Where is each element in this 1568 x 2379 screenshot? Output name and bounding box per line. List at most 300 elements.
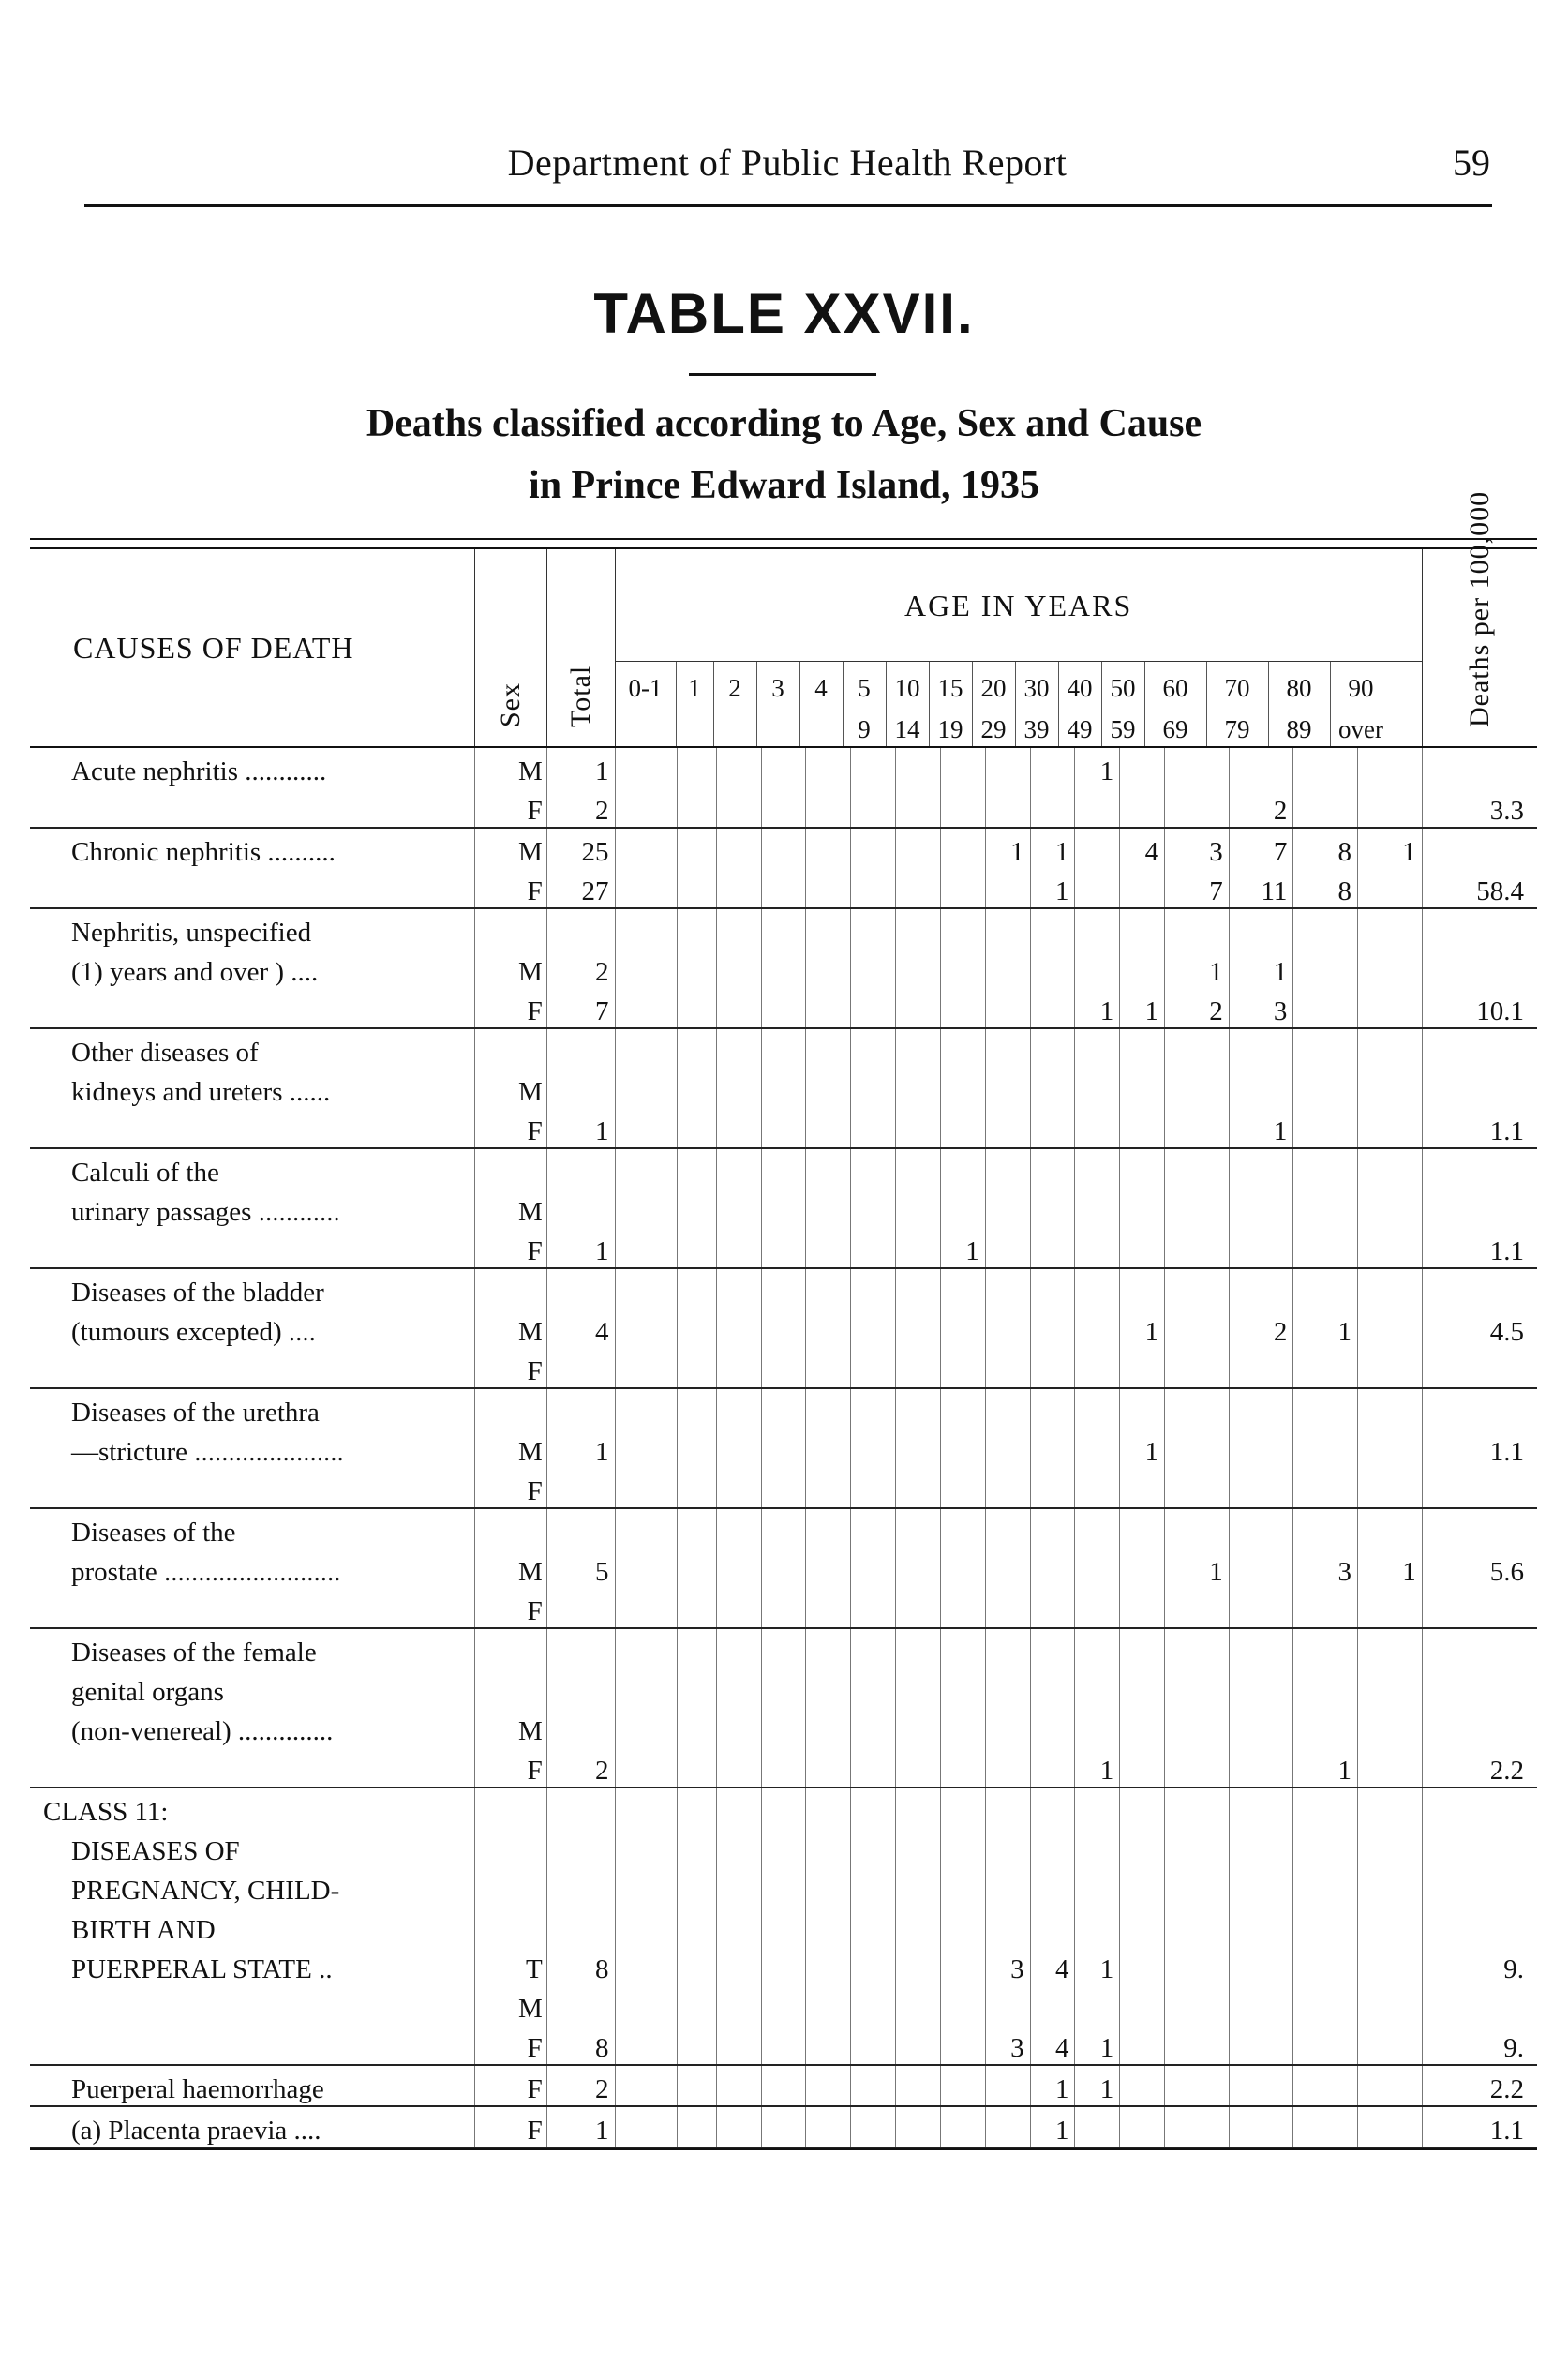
age-count-cell [615,949,678,988]
table-row [30,747,1537,787]
age-count-cell [1358,1985,1423,2025]
table-row [30,1069,1537,1108]
total-header [546,549,615,747]
age-count-cell [1293,2065,1358,2106]
age-count-cell [678,949,717,988]
age-count-cell: 7 [1165,868,1230,908]
age-count-cell [1030,1828,1075,1867]
age-count-cell [1229,908,1293,949]
page-number: 59 [1453,142,1490,184]
age-column-label [799,662,843,746]
sex-cell: F [474,2065,546,2106]
age-count-cell [1358,1268,1423,1309]
table-row [30,868,1537,908]
total-cell [546,1268,615,1309]
age-count-cell [806,1828,851,1867]
age-count-cell [940,1708,985,1747]
age-count-cell [940,908,985,949]
age-count-cell [1075,1708,1120,1747]
age-count-cell [1030,1867,1075,1907]
age-count-cell [1165,1228,1230,1268]
age-count-cell [1293,949,1358,988]
age-label-top: 80 [1286,674,1312,702]
age-count-cell [851,1549,896,1588]
age-count-cell [1120,1946,1165,1985]
age-count-cell [1293,1508,1358,1549]
total-cell: 5 [546,1549,615,1588]
age-label-bottom: 69 [1162,715,1188,743]
age-count-cell [678,988,717,1028]
age-count-cell [985,1348,1030,1388]
age-count-cell [985,1549,1030,1588]
age-count-cell: 11 [1229,868,1293,908]
sex-cell [474,1028,546,1069]
age-count-cell [851,1985,896,2025]
age-count-cell [678,1628,717,1668]
age-count-cell: 1 [1358,828,1423,868]
age-count-cell [851,1628,896,1668]
age-count-cell [851,2065,896,2106]
sex-cell: M [474,1549,546,1588]
age-count-cell [1075,1268,1120,1309]
table-row [30,988,1537,1028]
table-row [30,2025,1537,2065]
age-count-cell [1120,1628,1165,1668]
age-column-label [1015,662,1058,746]
age-count-cell [1165,787,1230,828]
age-count-cell [1030,1628,1075,1668]
age-count-cell [985,747,1030,787]
cause-cell: urinary passages ............ [71,1197,340,1227]
table-row [30,1828,1537,1867]
age-count-cell [716,1828,761,1867]
rate-cell [1422,1867,1537,1907]
age-count-cell [940,1388,985,1429]
age-count-cell [940,828,985,868]
age-count-cell [1030,1028,1075,1069]
rate-cell: 9. [1422,1946,1537,1985]
total-cell: 27 [546,868,615,908]
age-count-cell [1229,1348,1293,1388]
age-count-cell [1165,1148,1230,1189]
cause-cell [30,2025,474,2065]
age-count-cell: 2 [1229,787,1293,828]
age-count-cell [761,1549,806,1588]
age-count-cell [806,1309,851,1348]
age-count-cell [1165,747,1230,787]
age-count-cell [615,1668,678,1708]
age-count-cell [1293,1429,1358,1468]
age-column-label [756,662,799,746]
total-cell [546,1907,615,1946]
age-count-cell [1075,1388,1120,1429]
sex-cell: M [474,828,546,868]
age-count-cell [615,2065,678,2106]
age-count-cell [1120,1268,1165,1309]
age-count-cell [985,1867,1030,1907]
age-count-cell: 3 [1293,1549,1358,1588]
age-count-cell [806,1468,851,1508]
cause-cell: Puerperal haemorrhage [30,2065,474,2106]
age-count-cell [1229,1588,1293,1628]
age-column-label [1330,662,1392,746]
rate-cell: 10.1 [1422,988,1537,1028]
sex-cell [474,1388,546,1429]
age-count-cell [1165,1747,1230,1788]
age-count-cell [678,828,717,868]
age-count-cell [940,1588,985,1628]
age-count-cell [1165,1985,1230,2025]
age-count-cell [806,2025,851,2065]
age-count-cell [1229,1028,1293,1069]
cause-cell: Acute nephritis ............ [71,756,327,786]
age-count-cell [806,1108,851,1148]
age-count-cell [1358,787,1423,828]
rate-cell [1422,1828,1537,1867]
age-count-cell [940,1946,985,1985]
age-column-label [713,662,756,746]
age-count-cell [851,1708,896,1747]
sex-cell [474,1668,546,1708]
age-count-cell [851,828,896,868]
age-count-cell: 1 [1075,988,1120,1028]
age-count-cell [615,1985,678,2025]
age-count-cell: 1 [1075,2065,1120,2106]
age-count-cell [806,1588,851,1628]
age-count-cell [806,868,851,908]
age-count-cell [716,1788,761,1828]
age-count-cell [1120,1708,1165,1747]
age-count-cell [1030,1348,1075,1388]
rate-cell [1422,1069,1537,1108]
age-count-cell [1358,1108,1423,1148]
age-count-cell [1293,1148,1358,1189]
age-count-cell [678,1108,717,1148]
age-count-cell [851,1388,896,1429]
age-count-cell [678,1788,717,1828]
age-count-cell [678,1348,717,1388]
age-count-cell [1030,1549,1075,1588]
total-cell [546,1708,615,1747]
age-column-label [929,662,972,746]
sex-cell: M [474,1429,546,1468]
age-column-label [886,662,929,746]
age-count-cell [940,787,985,828]
age-column-label [676,662,713,746]
sex-cell: M [474,1069,546,1108]
age-count-cell [985,1828,1030,1867]
age-count-cell [615,2106,678,2147]
age-count-cell [1358,1628,1423,1668]
age-count-cell [985,1309,1030,1348]
table-row [30,1108,1537,1148]
age-count-cell [716,1549,761,1588]
age-count-cell [716,1069,761,1108]
age-count-cell: 2 [1165,988,1230,1028]
age-count-cell [716,1429,761,1468]
age-count-cell [1293,1228,1358,1268]
age-count-cell [1358,1069,1423,1108]
age-count-cell [896,1946,941,1985]
age-count-cell [1120,1867,1165,1907]
age-count-cell [851,1788,896,1828]
total-cell: 2 [546,949,615,988]
age-count-cell [1293,1388,1358,1429]
age-count-cell [1293,908,1358,949]
total-cell [546,1668,615,1708]
age-count-cell [1293,988,1358,1028]
age-count-cell [1075,908,1120,949]
age-count-cell [1358,1828,1423,1867]
age-count-cell [716,1228,761,1268]
rate-cell [1422,1388,1537,1429]
age-count-cell [1358,868,1423,908]
age-count-cell: 1 [1030,2106,1075,2147]
age-count-cell [851,1028,896,1069]
total-cell: 4 [546,1309,615,1348]
age-count-cell [806,1708,851,1747]
rate-cell [1422,1788,1537,1828]
age-count-cell [896,1148,941,1189]
age-label-bottom: 89 [1286,715,1312,743]
age-count-cell [1120,1588,1165,1628]
table-row [30,1228,1537,1268]
age-column-label [972,662,1015,746]
age-count-cell [1229,1508,1293,1549]
total-cell: 8 [546,2025,615,2065]
age-count-cell [678,1907,717,1946]
table-row [30,1549,1537,1588]
table-row [30,1788,1537,1828]
age-count-cell [761,1508,806,1549]
age-count-cell [896,828,941,868]
age-count-cell [1030,1309,1075,1348]
age-count-cell [1293,1668,1358,1708]
age-count-cell [1120,1028,1165,1069]
age-count-cell [985,1907,1030,1946]
rate-cell: 1.1 [1422,1429,1537,1468]
age-count-cell [896,1268,941,1309]
age-label-top: 30 [1023,674,1050,702]
age-column-labels [616,662,1422,746]
age-count-cell [716,1708,761,1747]
age-count-cell [940,1549,985,1588]
age-count-cell: 1 [1229,949,1293,988]
age-count-cell [1165,1628,1230,1668]
age-count-cell [806,1069,851,1108]
age-count-cell: 1 [1120,988,1165,1028]
cause-cell [30,988,474,1028]
age-label-bottom [714,707,756,711]
age-band-header [615,549,1422,747]
age-count-cell [1358,908,1423,949]
age-count-cell [761,1429,806,1468]
age-count-cell [1165,1907,1230,1946]
age-count-cell [1358,1388,1423,1429]
cause-cell [30,1747,474,1788]
age-column-label [1101,662,1144,746]
rate-cell [1422,908,1537,949]
age-count-cell [1030,1228,1075,1268]
table-row [30,1946,1537,1985]
age-count-cell [940,2025,985,2065]
rate-cell: 1.1 [1422,1108,1537,1148]
table-title: TABLE XXVII. [593,282,975,345]
age-count-cell [615,1069,678,1108]
total-cell: 25 [546,828,615,868]
age-count-cell [896,1708,941,1747]
age-column-label [1144,662,1206,746]
age-count-cell [716,1028,761,1069]
sex-cell: F [474,1468,546,1508]
age-count-cell [851,868,896,908]
age-count-cell [896,1429,941,1468]
age-count-cell [896,1747,941,1788]
age-count-cell [615,1468,678,1508]
sex-cell: F [474,1228,546,1268]
subtitle-line-1: Deaths classified according to Age, Sex and Cause [366,402,1202,445]
age-count-cell [851,908,896,949]
age-count-cell [1229,2106,1293,2147]
table-row [30,1508,1537,1549]
sex-header [474,549,546,747]
cause-cell: Other diseases of [71,1038,259,1068]
age-count-cell [806,1628,851,1668]
age-count-cell [896,1508,941,1549]
age-count-cell [985,1668,1030,1708]
age-count-cell [985,1028,1030,1069]
age-count-cell [940,1668,985,1708]
total-cell [546,1508,615,1549]
age-count-cell [761,1108,806,1148]
rate-cell [1422,747,1537,787]
age-count-cell [806,1148,851,1189]
age-count-cell [761,1708,806,1747]
age-count-cell [985,1429,1030,1468]
total-cell: 2 [546,1747,615,1788]
age-count-cell [716,1668,761,1708]
age-count-cell [1075,1588,1120,1628]
cause-cell: Chronic nephritis .......... [71,837,336,867]
sex-cell [474,1907,546,1946]
table-row [30,1148,1537,1189]
age-label-top: 0-1 [628,674,663,702]
age-count-cell [1030,1148,1075,1189]
age-count-cell [985,868,1030,908]
age-count-cell [896,1108,941,1148]
table-row [30,1907,1537,1946]
age-label-bottom [757,707,799,711]
age-count-cell [851,1508,896,1549]
age-count-cell: 1 [1120,1429,1165,1468]
age-count-cell [1075,949,1120,988]
age-count-cell [1229,1228,1293,1268]
age-count-cell [716,1108,761,1148]
age-count-cell [851,1189,896,1228]
sex-cell: F [474,868,546,908]
age-count-cell [1165,2025,1230,2065]
age-count-cell [851,787,896,828]
age-count-cell [940,2065,985,2106]
age-count-cell [1030,1907,1075,1946]
age-count-cell [716,1468,761,1508]
age-count-cell [851,1309,896,1348]
age-count-cell [1075,2106,1120,2147]
age-count-cell [896,787,941,828]
rate-cell: 9. [1422,2025,1537,2065]
age-count-cell [678,1668,717,1708]
rate-header-label: Deaths per 100,000 [1463,490,1495,727]
age-count-cell [1030,747,1075,787]
age-count-cell [761,1268,806,1309]
age-count-cell [716,1348,761,1388]
age-count-cell [1075,1028,1120,1069]
age-count-cell [896,1867,941,1907]
age-count-cell [678,1946,717,1985]
age-count-cell [1030,1468,1075,1508]
sex-cell [474,1867,546,1907]
age-count-cell [1293,1108,1358,1148]
age-count-cell [985,1985,1030,2025]
age-count-cell [1075,1668,1120,1708]
table-row [30,828,1537,868]
age-column-label [1206,662,1268,746]
age-count-cell [1229,1388,1293,1429]
age-count-cell [806,1508,851,1549]
age-count-cell [1030,1429,1075,1468]
age-count-cell [1030,988,1075,1028]
age-count-cell [1229,1549,1293,1588]
age-count-cell [896,988,941,1028]
table-row [30,1028,1537,1069]
age-count-cell [678,1549,717,1588]
age-count-cell [1120,908,1165,949]
cause-cell: Diseases of the [71,1518,236,1548]
rate-cell [1422,1268,1537,1309]
age-count-cell [1120,1788,1165,1828]
age-count-cell [851,1268,896,1309]
age-count-cell [806,1268,851,1309]
age-count-cell [1293,1028,1358,1069]
age-column-label [616,662,676,746]
cause-cell [30,1228,474,1268]
table-row [30,2106,1537,2147]
sex-cell [474,1628,546,1668]
age-count-cell [1030,1069,1075,1108]
age-count-cell [1293,787,1358,828]
rate-cell [1422,1468,1537,1508]
age-count-cell: 1 [1075,747,1120,787]
age-count-cell [761,1388,806,1429]
age-count-cell [1165,1867,1230,1907]
age-count-cell [1229,1668,1293,1708]
age-count-cell [985,1747,1030,1788]
age-count-cell [1120,2106,1165,2147]
causes-header: CAUSES OF DEATH [30,549,474,747]
age-count-cell [806,988,851,1028]
age-count-cell [716,1747,761,1788]
age-label-bottom: over [1338,715,1384,743]
age-count-cell [615,1867,678,1907]
age-count-cell [896,1549,941,1588]
age-count-cell [615,908,678,949]
age-count-cell [1075,1788,1120,1828]
age-count-cell [1358,1028,1423,1069]
age-count-cell: 3 [1229,988,1293,1028]
age-label-bottom: 39 [1023,715,1050,743]
rate-cell: 2.2 [1422,2065,1537,2106]
age-count-cell [615,1189,678,1228]
